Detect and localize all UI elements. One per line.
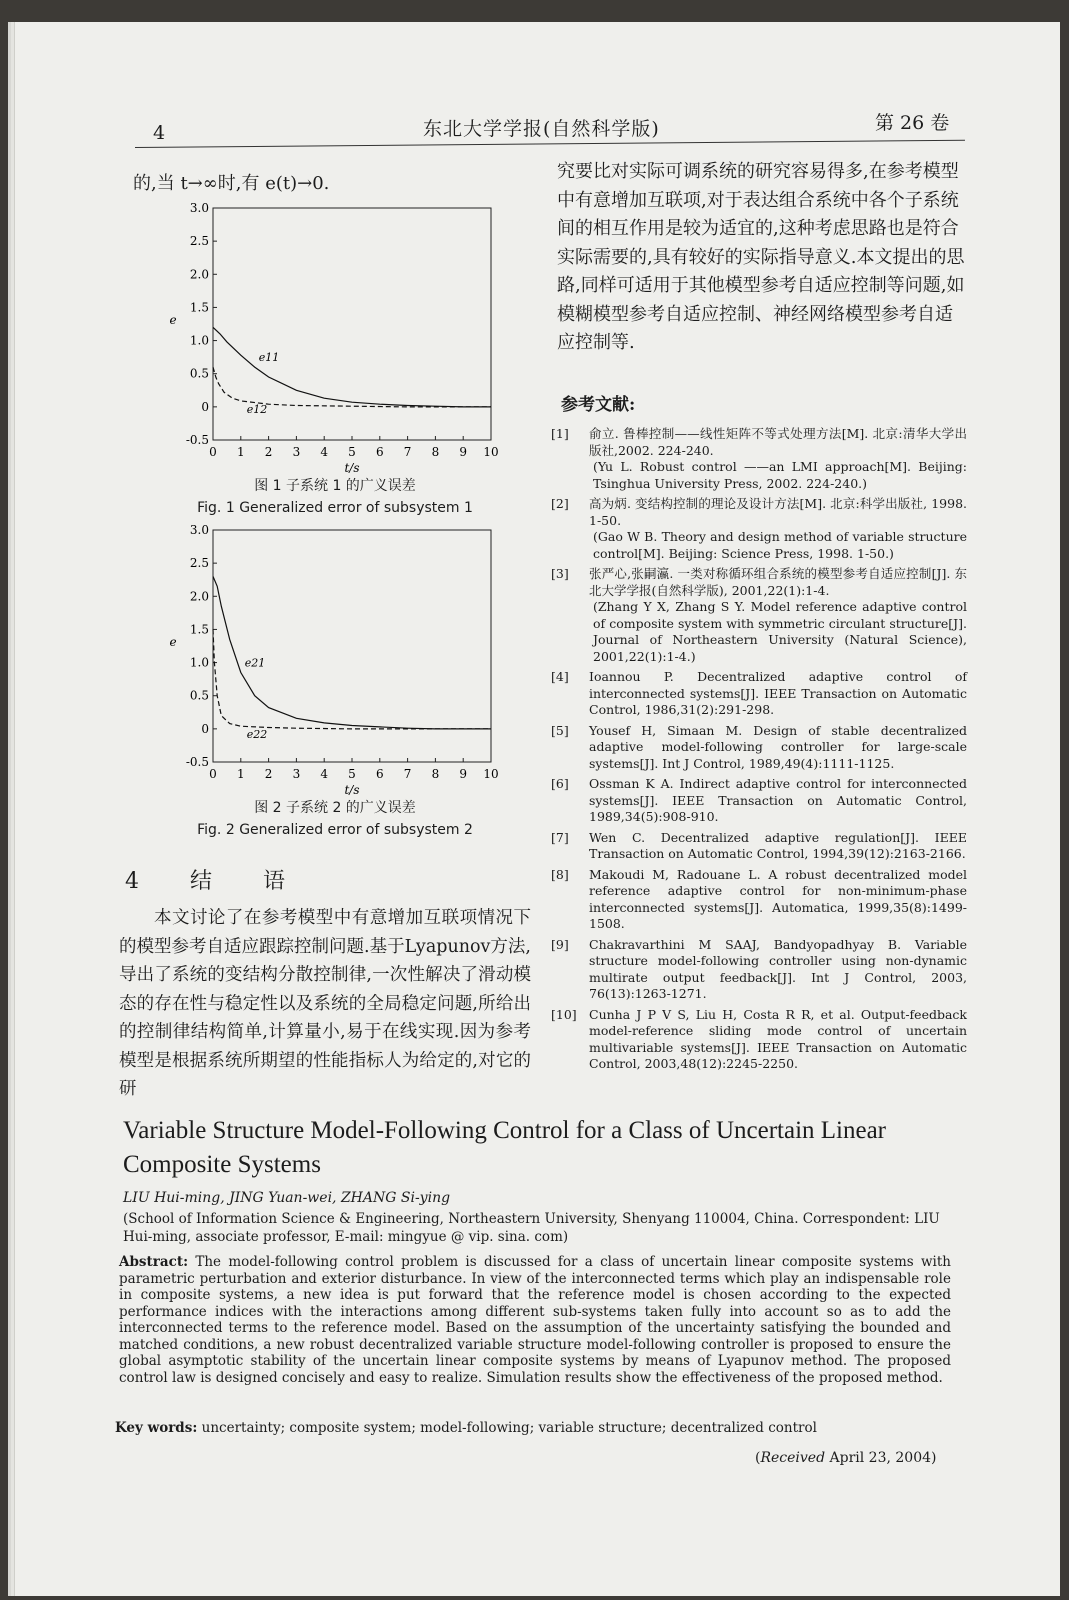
series-line-e21: [213, 576, 491, 729]
english-abstract: [119, 1254, 951, 1386]
series-label: e12: [246, 402, 268, 416]
conclusion-heading: 4 结 语: [125, 869, 307, 894]
x-axis-label: t/s: [344, 461, 360, 475]
x-tick-label: 5: [348, 767, 356, 781]
reference-text: 张严心,张嗣瀛. 一类对称循环组合系统的模型参考自适应控制[J]. 东北大学学报(自然科学版), 2001,22(1):1-4. (Zhang Y X, Zhang S Y. Model reference adaptive control of composite system with symmetric circulant structure[J]. Journal of Northeastern University (Natural Science), 2001,22(1):1-4.): [589, 566, 967, 664]
y-axis-label: e: [169, 635, 177, 649]
keywords-text: uncertainty; composite system; model-following; variable structure; decentralized control: [201, 1420, 817, 1436]
abstract-label: Abstract:: [119, 1254, 189, 1270]
reference-text: Ossman K A. Indirect adaptive control for interconnected systems[J]. IEEE Transaction on Automatic Control, 1989,34(5):908-910.: [589, 776, 967, 824]
chart-2: [155, 522, 515, 797]
figure-2: [155, 522, 515, 841]
reference-number: [9]: [551, 936, 569, 952]
reference-item: [551, 566, 967, 665]
y-tick-label: 0: [201, 399, 209, 414]
x-tick-label: 5: [348, 445, 356, 459]
right-column-text: 究要比对实际可调系统的研究容易得多,在参考模型中有意增加互联项,对于表达组合系统中各个子系统间的相互作用是较为适宜的,这种考虑思路也是符合实际需要的,具有较好的实际指导意义.本文提出的思路,同样可适用于其他模型参考自适应控制等问题,如模糊模型参考自适应控制、神经网络模型参考自适应控制等.: [557, 161, 965, 353]
reference-text: Wen C. Decentralized adaptive regulation[J]. IEEE Transaction on Automatic Control, 1994,39(12):2163-2166.: [589, 829, 967, 861]
x-tick-label: 6: [375, 767, 384, 781]
y-tick-label: 2.5: [189, 556, 209, 571]
x-tick-label: 8: [431, 445, 440, 459]
reference-number: [7]: [551, 829, 569, 845]
y-tick-label: 1.0: [189, 333, 209, 348]
x-tick-label: 1: [236, 445, 245, 459]
keywords-label: Key words:: [115, 1420, 198, 1436]
series-label: e11: [258, 351, 280, 365]
x-tick-label: 4: [320, 767, 329, 781]
figure-1: [155, 200, 515, 519]
x-tick-label: 1: [236, 767, 245, 781]
x-tick-label: 9: [459, 767, 468, 781]
left-top-text: 的,当 t→∞时,有 e(t)→0.: [133, 173, 330, 194]
reference-item: [551, 723, 967, 773]
y-tick-label: -0.5: [185, 433, 209, 447]
y-tick-label: 1.5: [189, 622, 209, 637]
reference-item: [551, 776, 967, 826]
x-tick-label: 7: [403, 445, 412, 459]
reference-item: [551, 496, 967, 562]
x-tick-label: 4: [320, 445, 329, 459]
y-tick-label: 1.0: [189, 655, 209, 670]
x-tick-label: 9: [459, 445, 468, 459]
figure-2-caption-cn: 图 2 子系统 2 的广义误差: [254, 800, 416, 816]
series-line-e12: [213, 367, 491, 407]
reference-text: Chakravarthini M SAAJ, Bandyopadhyay B. Variable structure model-following controller using non-dynamic multirate output feedback[J]. Int J Control, 2003, 76(13):1263-1271.: [589, 936, 967, 1001]
x-tick-label: 8: [431, 767, 440, 781]
reference-item: [551, 867, 967, 933]
journal-page: [14, 22, 1060, 1596]
x-tick-label: 10: [483, 445, 499, 459]
received-value: April 23, 2004: [829, 1450, 932, 1466]
reference-item: [551, 426, 967, 492]
y-tick-label: 3.0: [189, 523, 209, 537]
y-tick-label: 2.5: [189, 234, 209, 249]
reference-translation: (Zhang Y X, Zhang S Y. Model reference adaptive control of composite system with symmetric circulant structure[J]. Journal of Northeastern University (Natural Science), 2001,22(1):1-4.): [593, 599, 967, 664]
conclusion-body: [119, 904, 531, 1104]
series-label: e22: [246, 728, 268, 742]
x-tick-label: 6: [375, 445, 384, 459]
english-affiliation: (School of Information Science & Engineering, Northeastern University, Shenyang 110004, China. Correspondent: LIU Hui-ming, associate professor, E-mail: mingyue @ vip. sina. com): [123, 1211, 940, 1245]
reference-text: Makoudi M, Radouane L. A robust decentralized model reference adaptive control for non-minimum-phase interconnected systems[J]. Automatica, 1999,35(8):1499-1508.: [589, 866, 967, 931]
series-label: e21: [244, 656, 266, 670]
reference-number: [8]: [551, 866, 569, 882]
reference-translation: (Yu L. Robust control ——an LMI approach[M]. Beijing: Tsinghua University Press, 2002. 224-240.): [593, 459, 967, 491]
reference-number: [3]: [551, 566, 569, 581]
reference-text: 高为炳. 变结构控制的理论及设计方法[M]. 北京:科学出版社, 1998. 1-50. (Gao W B. Theory and design method of variable structure control[M]. Beijing: Science Press, 1998. 1-50.): [589, 496, 967, 561]
volume-label: 第 26 卷: [875, 112, 950, 134]
english-keywords: [115, 1420, 817, 1436]
reference-number: [10]: [551, 1006, 577, 1022]
conclusion-paragraph: 本文讨论了在参考模型中有意增加互联项情况下的模型参考自适应跟踪控制问题.基于Lyapunov方法,导出了系统的变结构分散控制律,一次性解决了滑动模态的存在性与稳定性以及系统的全局稳定问题,所给出的控制律结构简单,计算量小,易于在线实现.因为参考模型是根据系统所期望的性能指标人为给定的,对它的研: [119, 908, 531, 1099]
series-line-e22: [213, 629, 491, 729]
reference-number: [6]: [551, 776, 569, 791]
reference-item: [551, 1007, 967, 1073]
y-tick-label: 3.0: [189, 201, 209, 215]
reference-translation: (Gao W B. Theory and design method of variable structure control[M]. Beijing: Science Press, 1998. 1-50.): [593, 529, 967, 561]
x-tick-label: 7: [403, 767, 412, 781]
x-tick-label: 0: [209, 445, 217, 459]
reference-item: [551, 669, 967, 719]
reference-text: Ioannou P. Decentralized adaptive control of interconnected systems[J]. IEEE Transaction on Automatic Control, 1986,31(2):291-298.: [589, 669, 967, 717]
x-tick-label: 10: [483, 767, 499, 781]
y-tick-label: 2.0: [189, 589, 209, 604]
journal-name: 东北大学学报(自然科学版): [423, 118, 660, 140]
reference-number: [4]: [551, 669, 569, 684]
reference-text: Cunha J P V S, Liu H, Costa R R, et al. Output-feedback model-reference sliding mode control of uncertain multivariable systems[J]. IEEE Transaction on Automatic Control, 2003,48(12):2245-2250.: [589, 1006, 967, 1071]
x-tick-label: 2: [264, 767, 273, 781]
y-tick-label: 2.0: [189, 267, 209, 282]
chart-1: [155, 200, 515, 475]
y-tick-label: 0: [201, 721, 209, 736]
figure-1-caption-en: Fig. 1 Generalized error of subsystem 1: [197, 500, 473, 516]
reference-text: Yousef H, Simaan M. Design of stable decentralized adaptive model-following controller for large-scale systems[J]. Int J Control, 1989,49(4):1111-1125.: [589, 722, 967, 771]
x-tick-label: 3: [292, 445, 301, 459]
references-title: 参考文献:: [561, 395, 636, 415]
x-tick-label: 0: [209, 767, 217, 781]
figure-1-caption-cn: 图 1 子系统 1 的广义误差: [254, 478, 416, 494]
x-tick-label: 2: [264, 445, 273, 459]
reference-number: [1]: [551, 426, 569, 441]
y-axis-label: e: [169, 313, 177, 327]
references-list: [551, 426, 967, 1077]
reference-number: [2]: [551, 496, 569, 511]
page-number: 4: [153, 122, 166, 144]
received-date: (Received April 23, 2004): [755, 1450, 937, 1466]
y-tick-label: 1.5: [189, 300, 209, 315]
y-tick-label: 0.5: [189, 688, 209, 703]
x-tick-label: 3: [292, 767, 301, 781]
reference-item: [551, 830, 967, 863]
reference-text: 俞立. 鲁棒控制——线性矩阵不等式处理方法[M]. 北京:清华大学出版社,2002. 224-240. (Yu L. Robust control ——an LMI approach[M]. Beijing: Tsinghua University Press, 2002. 224-240.): [589, 426, 967, 491]
y-tick-label: 0.5: [189, 366, 209, 381]
y-tick-label: -0.5: [185, 755, 209, 769]
series-line-e11: [213, 327, 491, 407]
reference-number: [5]: [551, 722, 569, 738]
abstract-text: The model-following control problem is discussed for a class of uncertain linear composite systems with parametric perturbation and exterior disturbance. In view of the interconnected terms which play an indispensable role in composite systems, a new idea is put forward that the reference model is chosen according to the expected performance indices with the interactions among different sub-systems taken fully into account so as to add the interconnected terms to the reference model. Based on the assumption of the uncertainty satisfying the bounded and matched conditions, a new robust decentralized variable structure model-following controller is proposed to ensure the global asymptotic stability of the uncertain linear composite systems by means of Lyapunov method. The proposed control law is designed concisely and easy to realize. Simulation results show the effectiveness of the proposed method.: [119, 1254, 951, 1386]
figure-2-caption-en: Fig. 2 Generalized error of subsystem 2: [197, 822, 473, 838]
english-title: Variable Structure Model-Following Control for a Class of Uncertain Linear Composite Systems: [123, 1117, 887, 1178]
english-authors: LIU Hui-ming, JING Yuan-wei, ZHANG Si-ying: [123, 1190, 451, 1206]
x-axis-label: t/s: [344, 783, 360, 797]
reference-item: [551, 937, 967, 1003]
received-label: Received: [760, 1450, 826, 1466]
